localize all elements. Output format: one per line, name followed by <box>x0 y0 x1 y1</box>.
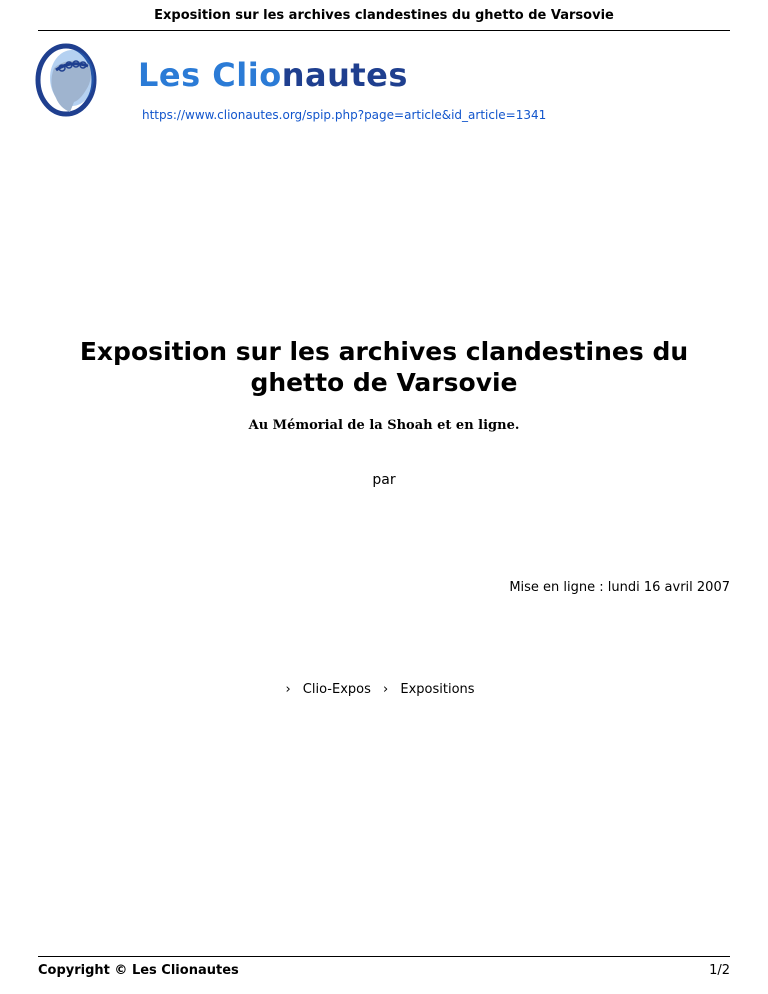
publication-date: Mise en ligne : lundi 16 avril 2007 <box>509 580 730 595</box>
breadcrumb-separator: › <box>383 682 389 697</box>
header-rule <box>38 30 730 31</box>
breadcrumb <box>0 682 768 697</box>
brand-wordmark-part1: Les Clio <box>138 56 282 94</box>
breadcrumb-item-expositions[interactable]: Expositions <box>400 682 475 697</box>
article-title: Exposition sur les archives clandestines du ghetto de Varsovie <box>79 337 689 397</box>
brand-wordmark-part2: nautes <box>281 56 408 94</box>
article-subtitle: Au Mémorial de la Shoah et en ligne. <box>248 418 520 433</box>
article-byline: par <box>372 472 396 488</box>
breadcrumb-item-clio-expos[interactable]: Clio-Expos <box>302 682 371 697</box>
footer-rule <box>38 956 730 957</box>
article-url-link[interactable]: https://www.clionautes.org/spip.php?page=article&id_article=1341 <box>142 108 547 122</box>
running-header: Exposition sur les archives clandestines du ghetto de Varsovie <box>154 8 614 23</box>
page-number: 1/2 <box>709 963 730 978</box>
clio-head-logo-icon <box>34 38 104 118</box>
footer-copyright: Copyright © Les Clionautes <box>38 963 239 978</box>
breadcrumb-separator: › <box>285 682 291 697</box>
brand-wordmark <box>138 56 408 94</box>
